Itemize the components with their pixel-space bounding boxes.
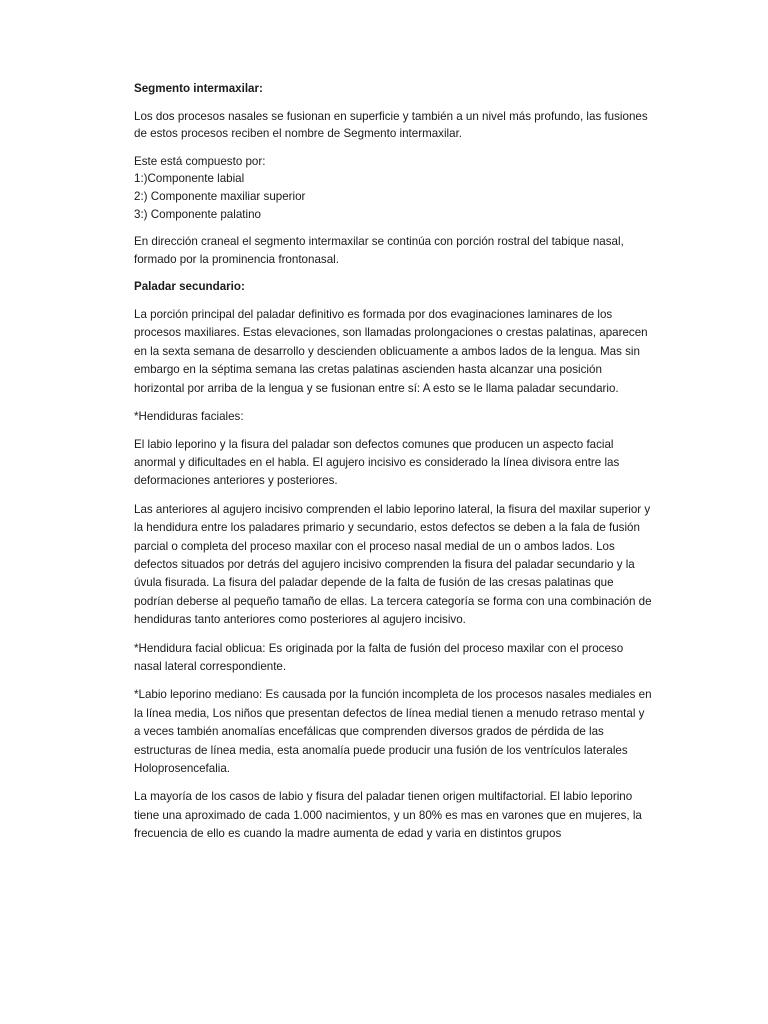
paragraph-procesos-nasales: Los dos procesos nasales se fusionan en superficie y también a un nivel más profundo, las fusiones de estos procesos reciben el nombre de Segmento intermaxilar. (134, 109, 648, 141)
list-item: 3:) Componente palatino (134, 207, 261, 221)
paragraph-hendiduras-faciales: *Hendiduras faciales: (134, 409, 244, 423)
paragraph-labio-mediano: *Labio leporino mediano: Es causada por la función incompleta de los procesos nasales mediales en la línea media, Los niños que presentan defectos de línea medial tienen a menudo retraso mental y a veces también anomalías encefálicas que comprenden diversos grados de pérdida de las estructuras de línea media, esta anomalía puede producir una fusión de los ventrículos laterales Holoprosencefalia. (134, 688, 652, 776)
paragraph-paladar-definitivo: La porción principal del paladar definitivo es formada por dos evaginaciones laminares de los procesos maxiliares. Estas elevaciones, son llamadas prolongaciones o crestas palatinas, aparecen en la sexta semana de desarrollo y descienden oblicuamente a ambos lados de la lengua. Mas sin embargo en la séptima semana las cretas palatinas ascienden hasta alcanzar una posición horizontal por arriba de la lengua y se fusionan entre sí: A esto se le llama paladar secundario. (134, 307, 648, 395)
list-item: 1:)Componente labial (134, 172, 245, 186)
heading-segmento-intermaxilar: Segmento intermaxilar: (134, 82, 263, 95)
heading-paladar-secundario: Paladar secundario: (134, 280, 245, 294)
paragraph-labio-leporino: El labio leporino y la fisura del paladar son defectos comunes que producen un aspecto facial anormal y dificultades en el habla. El agujero incisivo es considerado la línea divisora entre las deformaciones anteriores y posteriores. (134, 437, 620, 488)
list-intro: Este está compuesto por: (134, 154, 266, 168)
paragraph-anteriores-agujero: Las anteriores al agujero incisivo comprenden el labio leporino lateral, la fisura del maxilar superior y la hendidura entre los paladares primario y secundario, estos defectos se deben a la fala de fusión parcial o completa del proceso maxilar con el proceso nasal medial de un o ambos lados. Los defectos situados por detrás del agujero incisivo comprenden la fisura del paladar secundario y la úvula fisurada. La fisura del paladar depende de la falta de fusión de las cresas palatinas que podrían deberse al pequeño tamaño de ellas. La tercera categoría se forma con una combinación de hendiduras tanto anteriores como posteriores al agujero incisivo. (134, 502, 652, 627)
list-item: 2:) Componente maxiliar superior (134, 189, 306, 203)
paragraph-origen-multifactorial: La mayoría de los casos de labio y fisura del paladar tienen origen multifactorial. El labio leporino tiene una aproximado de cada 1.000 nacimientos, y un 80% es mas en varones que en mujeres, la frecuencia de ello es cuando la madre aumenta de edad y varia en distintos grupos (134, 790, 642, 841)
paragraph-direccion-craneal: En dirección craneal el segmento intermaxilar se continúa con porción rostral del tabique nasal, formado por la prominencia frontonasal. (134, 235, 624, 266)
paragraph-hendidura-oblicua: *Hendidura facial oblicua: Es originada por la falta de fusión del proceso maxilar con el proceso nasal lateral correspondiente. (134, 641, 624, 674)
document-page (134, 80, 654, 854)
component-list (134, 153, 654, 223)
